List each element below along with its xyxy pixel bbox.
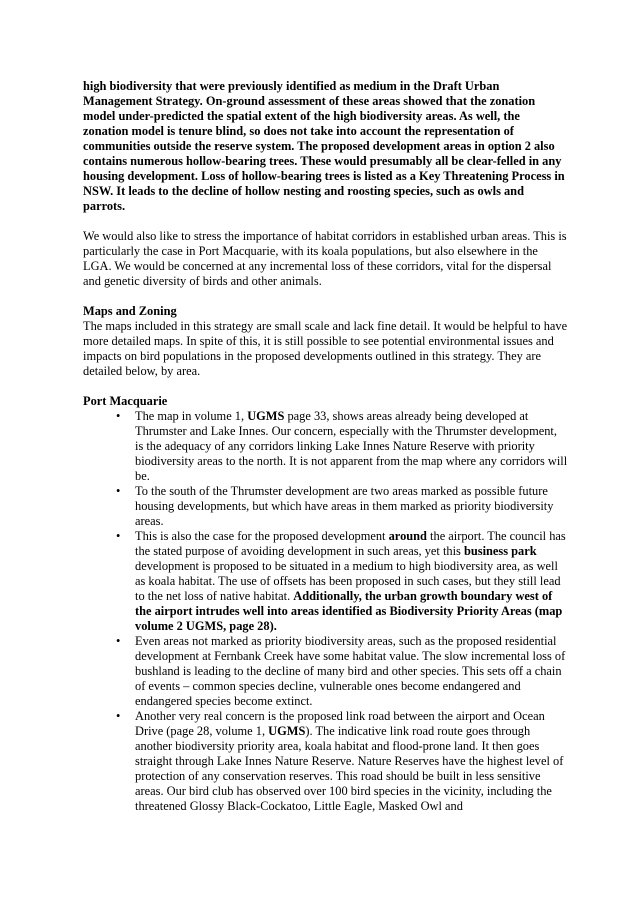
list-item: • The map in volume 1, UGMS page 33, shows areas already being developed at Thrumster and Lake Innes. Our concern, especially with the Thrumster development, is the adequacy of any corridors linking Lake Innes Nature Reserve with priority biodiversity areas to the north. It is not apparent from the map where any corridors will be. (116, 409, 568, 483)
bullet-icon: • (116, 709, 121, 723)
list-item: • To the south of the Thrumster development are two areas marked as possible future housing developments, but which have areas in them marked as priority biodiversity areas. (116, 484, 554, 528)
paragraph-biodiversity-zonation: high biodiversity that were previously identified as medium in the Draft Urban Management Strategy. On-ground assessment of these areas showed that the zonation model under-predicted the spatial extent of the high biodiversity areas. As well, the zonation model is tenure blind, so does not take into account the representation of communities outside the reserve system. The proposed development areas in option 2 also contains numerous hollow-bearing trees. These would presumably all be clear-felled in any housing development. Loss of hollow-bearing trees is listed as a Key Threatening Process in NSW. It leads to the decline of hollow nesting and roosting species, such as owls and parrots. (83, 79, 565, 213)
bullet-icon: • (116, 529, 121, 543)
list-item: • Even areas not marked as priority biodiversity areas, such as the proposed residential development at Fernbank Creek have some habitat value. The slow incremental loss of bushland is leading to the decline of many bird and other species. This sets off a chain of events – common species decline, vulnerable ones become endangered and endangered species become extinct. (116, 634, 566, 708)
list-item: • This is also the case for the proposed development around the airport. The council has the stated purpose of avoiding development in such areas, yet this business park development is proposed to be situated in a medium to high biodiversity area, as well as koala habitat. The use of offsets has been proposed in such cases, but they still lead to the net loss of native habitat. Additionally, the urban growth boundary west of the airport intrudes well into areas identified as Biodiversity Priority Areas (map volume 2 UGMS, page 28). (116, 529, 566, 633)
bullet-icon: • (116, 634, 121, 648)
bullet-icon: • (116, 484, 121, 498)
heading-port-macquarie: Port Macquarie (83, 394, 168, 408)
port-macquarie-bullet-list (83, 409, 568, 814)
list-item: • Another very real concern is the proposed link road between the airport and Ocean Drive (page 28, volume 1, UGMS). The indicative link road route goes through another biodiversity priority area, koala habitat and flood-prone land. It then goes straight through Lake Innes Nature Reserve. Nature Reserves have the highest level of protection of any conservation reserves. This road should be built in less sensitive areas. Our bird club has observed over 100 bird species in the vicinity, including the threatened Glossy Black-Cockatoo, Little Eagle, Masked Owl and (116, 709, 564, 813)
paragraph-habitat-corridors: We would also like to stress the importance of habitat corridors in established urban areas. This is particularly the case in Port Macquarie, with its koala populations, but also elsewhere in the LGA. We would be concerned at any incremental loss of these corridors, vital for the dispersal and genetic diversity of birds and other animals. (83, 229, 567, 288)
document-body (83, 79, 568, 814)
heading-maps-and-zoning: Maps and Zoning (83, 304, 177, 318)
paragraph-maps-and-zoning: The maps included in this strategy are small scale and lack fine detail. It would be helpful to have more detailed maps. In spite of this, it is still possible to see potential environmental issues and impacts on bird populations in the proposed developments outlined in this strategy. They are detailed below, by area. (83, 319, 568, 378)
bullet-icon: • (116, 409, 121, 423)
